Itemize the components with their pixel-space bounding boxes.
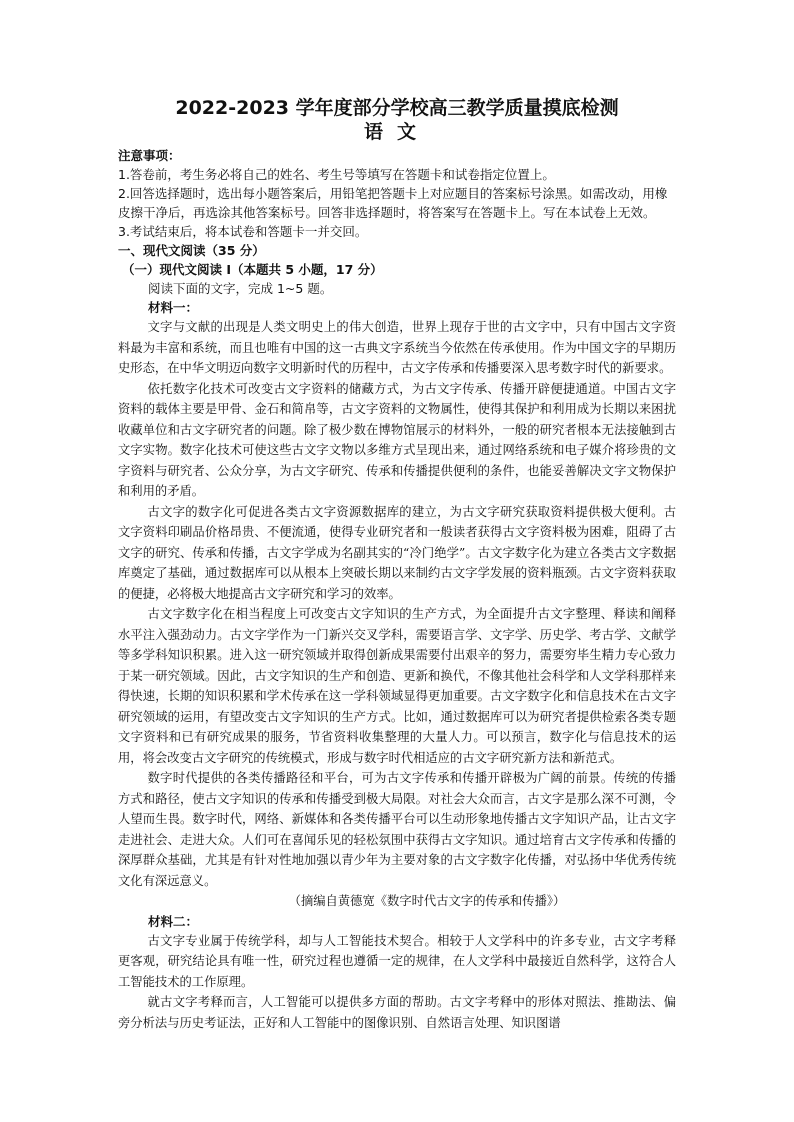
- exam-title: 2022-2023 学年度部分学校高三教学质量摸底检测: [175, 97, 619, 119]
- paragraph: 古文字数字化在相当程度上可改变古文字知识的生产方式，为全面提升古文字整理、释读和阐释水平注入强劲动力。古文字学作为一门新兴交叉学科，需要语言学、文字学、历史学、考古学、文献学等多学科知识积累。进入这一研究领域并取得创新成果需要付出艰辛的努力，需要穷毕生精力专心致力于某一研究领域。因此，古文字知识的生产和创造、更新和换代，不像其他社会科学和人文学科那样来得快速，长期的知识积累和学术传承在这一学科领域显得更加重要。古文字数字化和信息技术在古文字研究领域的运用，有望改变古文字知识的生产方式。比如，通过数据库可以为研究者提供检索各类专题文字资料和已有研究成果的服务，节省资料收集整理的大量人力。可以预言，数字化与信息技术的运用，将会改变古文字研究的传统模式，形成与数字时代相适应的古文字研究新方法和新范式。: [118, 607, 676, 765]
- reading-instruction: 阅读下面的文字，完成 1~5 题。: [148, 281, 333, 296]
- exam-subject: 语文: [363, 121, 430, 143]
- paragraph: 依托数字化技术可改变古文字资料的储藏方式，为古文字传承、传播开辟便捷通道。中国古文字资料的载体主要是甲骨、金石和简帛等，古文字资料的文物属性，使得其保护和利用成为长期以来困扰收藏单位和古文字研究者的问题。除了极少数在博物馆展示的材料外，一般的研究者根本无法接触到古文字实物。数字化技术可使这些古文字文物以多维方式呈现出来，通过网络系统和电子媒介将珍贵的文字资料与研究者、公众分享，为古文字研究、传承和传播提供便利的条件，也能妥善解决文字文物保护和利用的矛盾。: [118, 381, 676, 498]
- paragraph: 数字时代提供的各类传播路径和平台，可为古文字传承和传播开辟极为广阔的前景。传统的传播方式和路径，使古文字知识的传承和传播受到极大局限。对社会大众而言，古文字是那么深不可测，令人望而生畏。数字时代，网络、新媒体和各类传播平台可以生动形象地传播古文字知识产品，让古文字走进社会、走进大众。人们可在喜闻乐见的轻松氛围中获得古文字知识。通过培育古文字传承和传播的深厚群众基础，尤其是有针对性地加强以青少年为主要对象的古文字数字化传播，对弘扬中华优秀传统文化有深远意义。: [118, 771, 676, 888]
- source-citation: （摘编自黄德宽《数字时代古文字的传承和传播》）: [288, 894, 566, 908]
- paragraph: 古文字的数字化可促进各类古文字资源数据库的建立，为古文字研究获取资料提供极大便利。古文字资料印刷品价格昂贵、不便流通，使得专业研究者和一般读者获得古文字资料极为困难，阻碍了古文字的研究、传承和传播，古文字学成为名副其实的“冷门绝学”。古文字数字化为建立各类古文字数据库奠定了基础，通过数据库可以从根本上突破长期以来制约古文字学发展的资料瓶颈。古文字资料获取的便捷，必将极大地提高古文字研究和学习的效率。: [118, 504, 676, 601]
- paragraph: 古文字专业属于传统学科，却与人工智能技术契合。相较于人文学科中的许多专业，古文字考释更客观，研究结论具有唯一性，研究过程也遵循一定的规律，在人文学科中最接近自然科学，这符合人工智能技术的工作原理。: [118, 933, 676, 989]
- paragraph: 文字与文献的出现是人类文明史上的伟大创造，世界上现存于世的古文字中，只有中国古文字资料最为丰富和系统，而且也唯有中国的这一古典文字系统当今依然在传承使用。作为中国文字的早期历史形态，在中华文明迈向数字文明新时代的历程中，古文字传承和传播要深入思考数字时代的新要求。: [118, 320, 676, 375]
- paragraph: 就古文字考释而言，人工智能可以提供多方面的帮助。古文字考释中的形体对照法、推勘法、偏旁分析法与历史考证法，正好和人工智能中的图像识别、自然语言处理、知识图谱: [118, 995, 676, 1030]
- note-item: 3.考试结束后，将本试卷和答题卡一并交回。: [118, 224, 368, 239]
- note-item: 1.答卷前，考生务必将自己的姓名、考生号等填写在答题卡和试卷指定位置上。: [118, 167, 555, 182]
- exam-page: [118, 96, 676, 1033]
- material-heading: 材料一：: [148, 300, 199, 315]
- note-item: 2.回答选择题时，选出每小题答案后，用铅笔把答题卡上对应题目的答案标号涂黑。如需改动，用橡皮擦干净后，再选涂其他答案标号。回答非选择题时，将答案写在答题卡上。写在本试卷上无效。: [118, 186, 668, 220]
- subsection-heading: （一）现代文阅读 I（本题共 5 小题，17 分）: [122, 262, 383, 277]
- notes-heading: 注意事项：: [118, 148, 181, 163]
- material-one: [118, 298, 676, 912]
- notes-block: [118, 146, 676, 241]
- section-heading: 一、现代文阅读（35 分）: [118, 243, 265, 258]
- material-heading: 材料二：: [148, 913, 199, 929]
- material-two: [118, 912, 676, 1034]
